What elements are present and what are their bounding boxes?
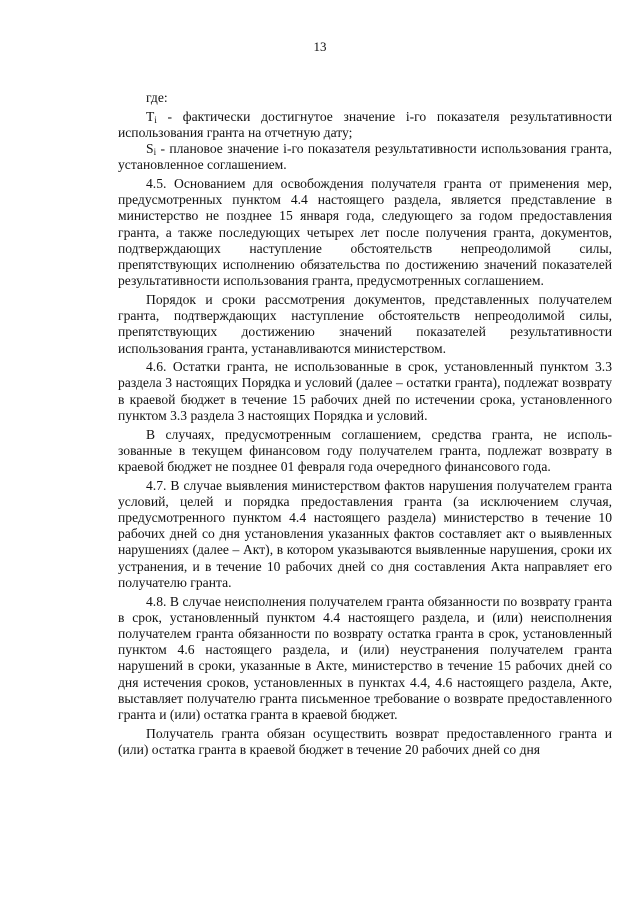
symbol-t: T [146, 108, 155, 124]
paragraph-where: где: [146, 90, 168, 105]
document-body [118, 90, 612, 761]
paragraph-4-5: 4.5. Основанием для освобождения получателя гранта от применения мер, предусмотренных пунктом 4.4 настоящего раздела, является представление в министерство не позднее 15 января года, следующего за годом предоставления гранта, а также последующих четырех лет после получения гранта, документов, подтверждающих наступление обстоятельств непреодолимой силы, препятствующих исполнению обязательства по достижению значений показателей результативности использования гранта, предусмотренных соглашением. [118, 176, 612, 289]
paragraph-4-8-return: Получатель гранта обязан осуществить возврат предоставленного гранта и (или) остатка гранта в краевой бюджет в течение 20 рабочих дней со дня [118, 725, 612, 757]
paragraph-4-8: 4.8. В случае неисполнения получателем гранта обязанности по возврату гранта в срок, установленный пунктом 4.4 настоящего раздела, и (или) неисполнения получателем гранта обязанности по возврату остатка гранта в срок, установленный пунктом 4.6 настоящего раздела, и (или) неустранения получателем гранта нарушений в сроки, указанные в Акте, министерство в течение 15 рабочих дней со дня истечения сроков, установленных в пунктах 4.4, 4.6 настоящего раздела, Акте, выставляет получателю гранта письменное требование о возврате предоставленного гранта и (или) остатка гранта в краевой бюджет. [118, 593, 612, 723]
paragraph-4-6: 4.6. Остатки гранта, не использованные в срок, установленный пунктом 3.3 раздела 3 настоящих Порядка и условий (далее – остатки гранта), подлежат возврату в краевой бюджет в течение 15 рабочих дней по истечении срока, установленного пунктом 3.3 раздела 3 настоящих Порядка и условий. [118, 359, 612, 423]
ti-definition-text: - фактически достигнутое значение i-го показателя результативности использования гранта на отчетную дату; [118, 108, 612, 140]
page-number: 13 [313, 39, 327, 54]
subscript-i: i [154, 114, 157, 125]
paragraph-si-definition [118, 141, 612, 173]
paragraph-ti-definition [118, 109, 612, 141]
si-definition-text: - плановое значение i-го показателя результативности использования гранта, установленное соглашением. [118, 141, 612, 173]
paragraph-4-7: 4.7. В случае выявления министерством фактов нарушения получателем гранта условий, целей и порядка предоставления гранта (за исключением случая, предусмотренного пунктом 4.4 настоящего раздела) министерство в течение 10 рабочих дней со дня установления указанных фактов составляет акт о выявленных нарушениях (далее – Акт), в котором указываются выявленные нарушения, сроки их устранения, и в течение 10 рабочих дней со дня составления Акта направляет его получателю гранта. [118, 477, 612, 590]
paragraph-4-5-procedure: Порядок и сроки рассмотрения документов, представленных получателем гранта, подтверждающих наступление обстоятельств непреодолимой силы, препятствующих достижению значений показателей результативности использования гранта, устанавливаются министерством. [118, 291, 612, 356]
subscript-i: i [153, 147, 157, 158]
symbol-s: S [146, 141, 154, 157]
paragraph-4-6-cases: В случаях, предусмотренным соглашением, средства гранта, не использованные в текущем финансовом году получателем гранта, подлежат возврату в краевой бюджет не позднее 01 февраля года очередного финансового года. [118, 426, 612, 474]
